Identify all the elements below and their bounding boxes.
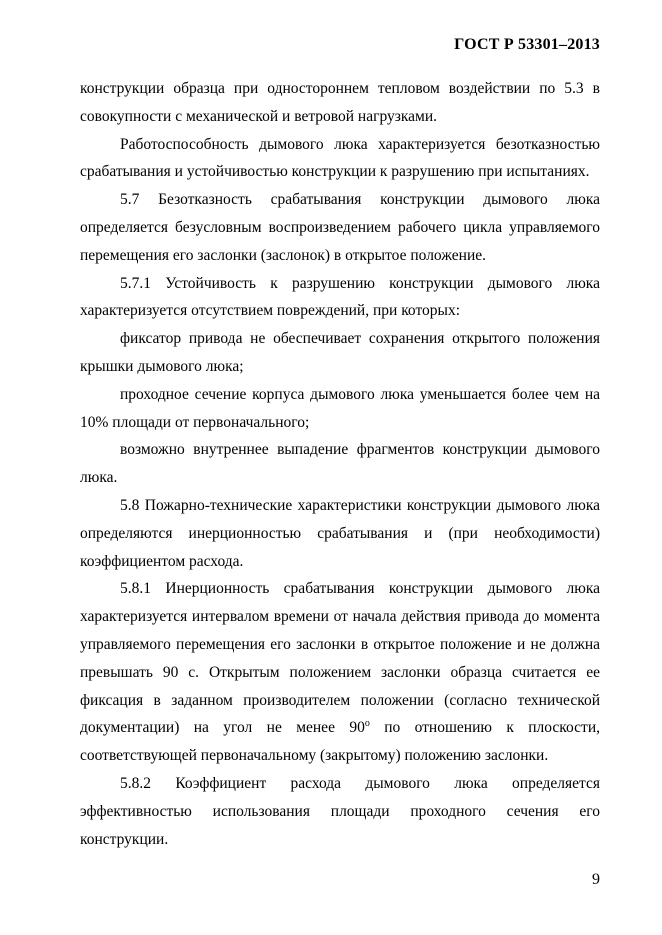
list-item-latch: фиксатор привода не обеспечивает сохранения открытого положения крышки дымового люка; xyxy=(80,330,600,375)
paragraph-performance: Работоспособность дымового люка характеризуется безотказностью срабатывания и устойчивостью конструкции к разрушению при испытаниях. xyxy=(80,135,600,181)
document-code-header: ГОСТ Р 53301–2013 xyxy=(454,36,600,53)
page-number: 9 xyxy=(592,871,600,888)
paragraph-5-8: 5.8 Пожарно-технические характеристики конструкции дымового люка определяются инерционностью срабатывания и (при необходимости) коэффициентом расхода. xyxy=(80,496,600,570)
paragraph-5-8-1-text: 5.8.1 Инерционность срабатывания конструкции дымового люка характеризуется интервалом времени от начала действия привода до момента управляемого перемещения его заслонки в открытое положение и не должна превышать 90 с. Открытым положением заслонки образца считается ее фиксация в заданном производителем положении (согласно технической документации) на угол не менее 90 xyxy=(80,580,600,737)
paragraph-5-8-2: 5.8.2 Коэффициент расхода дымового люка определяется эффективностью использования площади проходного сечения его конструкции. xyxy=(80,774,600,848)
paragraph-5-7: 5.7 Безотказность срабатывания конструкции дымового люка определяется безусловным воспроизведением рабочего цикла управляемого перемещения его заслонки (заслонок) в открытое положение. xyxy=(80,191,600,264)
paragraph-5-8-1 xyxy=(80,575,600,770)
list-item-fragments: возможно внутреннее выпадение фрагментов конструкции дымового люка. xyxy=(80,441,600,487)
document-body xyxy=(80,75,600,853)
list-item-cross-section: проходное сечение корпуса дымового люка уменьшается более чем на 10% площади от первоначального; xyxy=(80,385,600,431)
paragraph-continuation: конструкции образца при одностороннем тепловом воздействии по 5.3 в совокупности с механической и ветровой нагрузками. xyxy=(80,80,600,125)
paragraph-5-8-1-tail: по отношению к плоскости, соответствующей первоначальному (закрытому) положению заслонки. xyxy=(80,719,600,765)
paragraph-5-7-1: 5.7.1 Устойчивость к разрушению конструкции дымового люка характеризуется отсутствием повреждений, при которых: xyxy=(80,274,600,320)
degree-superscript: о xyxy=(364,718,370,730)
